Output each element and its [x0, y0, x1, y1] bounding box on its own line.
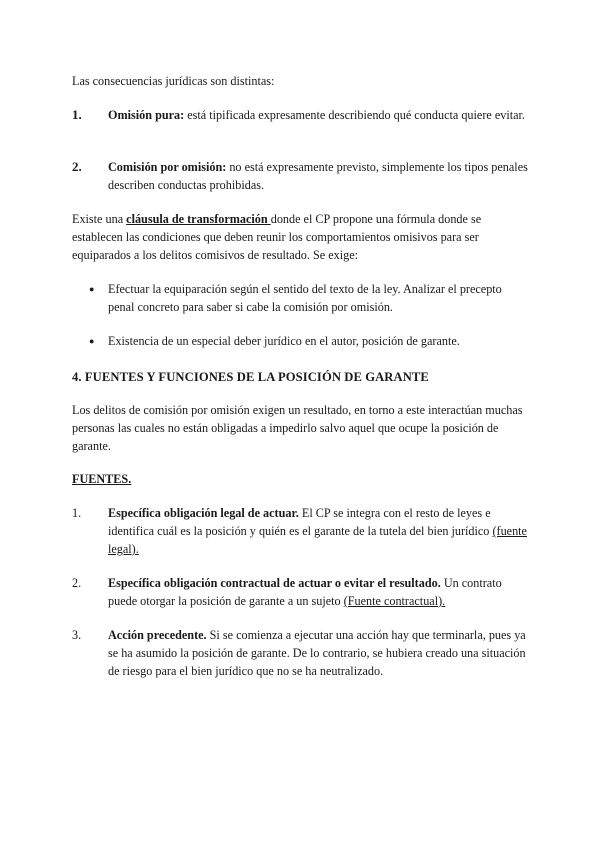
- list-number: 2.: [72, 159, 82, 174]
- bullet-item: [89, 280, 528, 316]
- item-text: Un contrato puede otorgar la posición de garante a un sujeto: [108, 576, 502, 608]
- sources-heading-block: [72, 470, 532, 488]
- clause-pre: Existe una: [72, 212, 127, 226]
- section-paragraph-text: Los delitos de comisión por omisión exigen un resultado, en torno a este interactúan muchas personas las cuales no están obligadas a impedirlo salvo aquel que ocupe la posición de garante.: [72, 403, 523, 453]
- intro-text: Las consecuencias jurídicas son distintas:: [72, 74, 275, 88]
- list-number: 1.: [72, 506, 82, 520]
- list-number: 1.: [72, 107, 82, 122]
- item-title: Comisión por omisión:: [108, 160, 227, 174]
- list-item-comision-por-omision: [72, 158, 528, 194]
- item-title: Omisión pura:: [108, 108, 185, 122]
- bullet-text: Efectuar la equiparación según el sentido del texto de la ley. Analizar el precepto penal concreto para saber si cabe la comisión por omisión.: [108, 282, 502, 314]
- item-text: El CP se integra con el resto de leyes e identifica cuál es la posición y quién es el garante de la tutela del bien jurídico: [108, 506, 493, 538]
- list-number: 3.: [72, 628, 82, 642]
- item-note: (Fuente contractual).: [343, 594, 446, 608]
- source-item-legal: [72, 504, 528, 558]
- section-paragraph: [72, 401, 532, 455]
- item-text: no está expresamente previsto, simplemente los tipos penales describen conductas prohibidas.: [108, 160, 528, 192]
- clause-post: donde el CP propone una fórmula donde se establecen las condiciones que deben reunir los comportamientos omisivos para ser equiparados a los delitos comisivos de resultado. Se exige:: [72, 212, 482, 262]
- item-text: Si se comienza a ejecutar una acción hay que terminarla, pues ya se ha asumido la posición de garante. De lo contrario, se hubiera creado una situación de riesgo para el bien jurídico que no se ha neutralizado.: [108, 628, 526, 678]
- list-number: 2.: [72, 576, 82, 590]
- bullet-icon: ●: [89, 284, 95, 294]
- bullet-item: [89, 332, 528, 350]
- item-title: Acción precedente.: [108, 628, 207, 642]
- clause-paragraph: [72, 210, 532, 264]
- bullet-text: Existencia de un especial deber jurídico en el autor, posición de garante.: [108, 334, 460, 348]
- intro-paragraph: [72, 72, 532, 90]
- item-text: está tipificada expresamente describiendo qué conducta quiere evitar.: [184, 108, 525, 122]
- sources-heading: FUENTES.: [72, 472, 132, 486]
- bullet-icon: ●: [89, 336, 95, 346]
- clause-term: cláusula de transformación: [126, 212, 271, 226]
- item-note: (fuente legal).: [108, 524, 527, 556]
- section-heading: 4. FUENTES Y FUNCIONES DE LA POSICIÓN DE GARANTE: [72, 370, 429, 384]
- source-item-precedente: [72, 626, 528, 680]
- list-item-omision-pura: [72, 106, 528, 124]
- source-item-contractual: [72, 574, 528, 610]
- item-title: Específica obligación contractual de actuar o evitar el resultado.: [108, 576, 441, 590]
- section-heading-block: [72, 368, 532, 386]
- item-title: Específica obligación legal de actuar.: [108, 506, 299, 520]
